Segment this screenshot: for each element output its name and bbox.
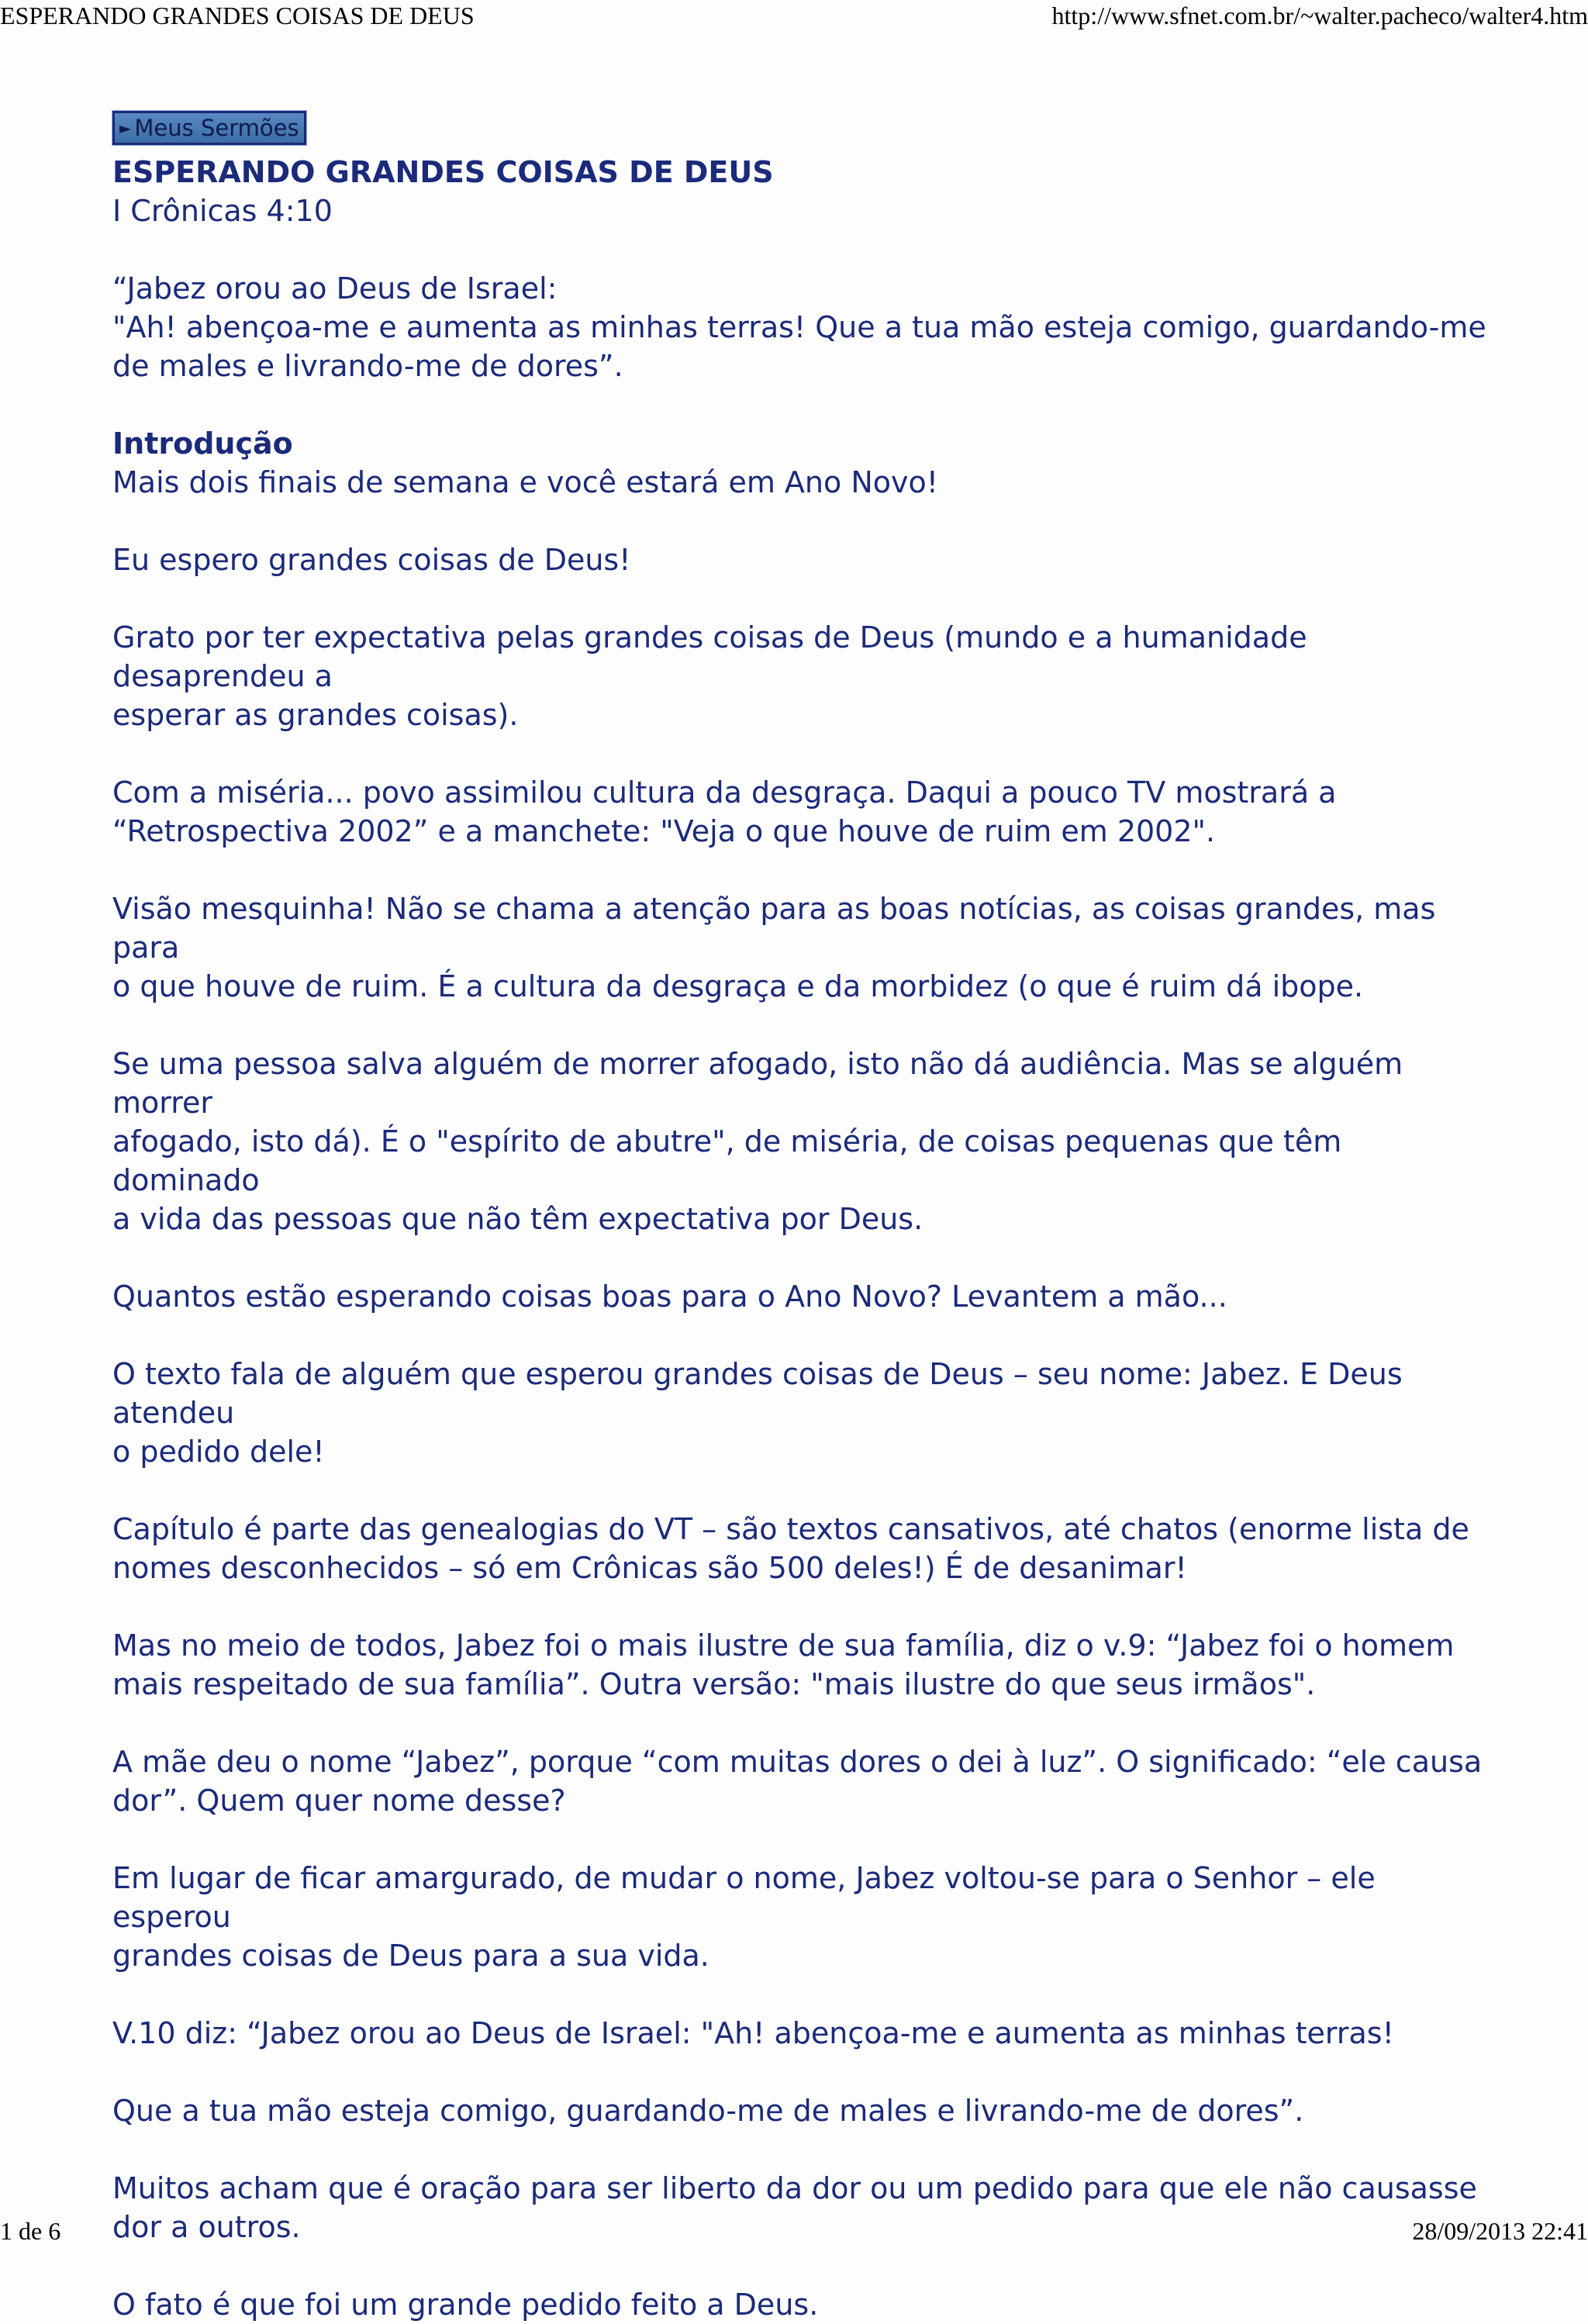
paragraph: Quantos estão esperando coisas boas para o Ano Novo? Levantem a mão... (112, 1279, 1227, 1314)
print-datetime: 28/09/2013 22:41 (1412, 2217, 1588, 2245)
paragraph: nomes desconhecidos – só em Crônicas são 500 deles!) É de desanimar! (112, 1551, 1187, 1585)
meus-sermoes-label: Meus Sermões (134, 115, 299, 141)
verse-line: de males e livrando-me de dores”. (112, 349, 623, 383)
paragraph: o pedido dele! (112, 1435, 325, 1469)
paragraph: Muitos acham que é oração para ser liberto da dor ou um pedido para que ele não causasse (112, 2171, 1477, 2205)
paragraph: “Retrospectiva 2002” e a manchete: "Veja o que houve de ruim em 2002". (112, 814, 1216, 848)
paragraph: esperar as grandes coisas). (112, 698, 519, 732)
paragraph: Mas no meio de todos, Jabez foi o mais ilustre de sua família, diz o v.9: “Jabez foi o homem (112, 1628, 1455, 1663)
paragraph: Se uma pessoa salva alguém de morrer afogado, isto não dá audiência. Mas se alguém morrer (112, 1047, 1403, 1120)
paragraph: Com a miséria... povo assimilou cultura da desgraça. Daqui a pouco TV mostrará a (112, 775, 1337, 810)
paragraph: Capítulo é parte das genealogias do VT – são textos cansativos, até chatos (enorme lista de (112, 1512, 1469, 1546)
paragraph: A mãe deu o nome “Jabez”, porque “com muitas dores o dei à luz”. O significado: “ele causa (112, 1745, 1483, 1779)
sermon-title: ESPERANDO GRANDES COISAS DE DEUS (112, 155, 774, 189)
page-content (112, 111, 1493, 2324)
paragraph: mais respeitado de sua família”. Outra versão: "mais ilustre do que seus irmãos". (112, 1667, 1316, 1701)
paragraph: O texto fala de alguém que esperou grandes coisas de Deus – seu nome: Jabez. E Deus atendeu (112, 1357, 1403, 1430)
print-header-url: http://www.sfnet.com.br/~walter.pacheco/walter4.htm (1051, 2, 1588, 29)
paragraph: o que houve de ruim. É a cultura da desgraça e da morbidez (o que é ruim dá ibope. (112, 969, 1364, 1003)
paragraph: Mais dois finais de semana e você estará em Ano Novo! (112, 465, 938, 499)
paragraph: Eu espero grandes coisas de Deus! (112, 543, 631, 577)
paragraph: grandes coisas de Deus para a sua vida. (112, 1939, 709, 1973)
paragraph: afogado, isto dá). É o "espírito de abutre", de miséria, de coisas pequenas que têm dominado (112, 1124, 1342, 1197)
print-header-title: ESPERANDO GRANDES COISAS DE DEUS (0, 2, 475, 29)
verse-line: "Ah! abençoa-me e aumenta as minhas terras! Que a tua mão esteja comigo, guardando-me (112, 310, 1486, 344)
paragraph: O fato é que foi um grande pedido feito a Deus. (112, 2288, 819, 2322)
paragraph: Grato por ter expectativa pelas grandes coisas de Deus (mundo e a humanidade desaprendeu a (112, 620, 1307, 693)
paragraph: Que a tua mão esteja comigo, guardando-me de males e livrando-me de dores”. (112, 2094, 1304, 2128)
intro-heading: Introdução (112, 426, 293, 461)
sermon-reference: I Crônicas 4:10 (112, 194, 333, 228)
print-footer (0, 2215, 1588, 2246)
paragraph: dor”. Quem quer nome desse? (112, 1784, 566, 1818)
play-arrow-icon: ► (119, 119, 132, 137)
paragraph: V.10 diz: “Jabez orou ao Deus de Israel: "Ah! abençoa-me e aumenta as minhas terras! (112, 2016, 1394, 2050)
paragraph: a vida das pessoas que não têm expectativa por Deus. (112, 1202, 923, 1236)
print-header (0, 0, 1588, 31)
paragraph: dor a outros. (112, 2210, 301, 2244)
meus-sermoes-button[interactable] (112, 111, 306, 145)
verse-intro: “Jabez orou ao Deus de Israel: (112, 271, 558, 306)
paragraph: Em lugar de ficar amargurado, de mudar o nome, Jabez voltou-se para o Senhor – ele esperou (112, 1861, 1376, 1934)
paragraph: Visão mesquinha! Não se chama a atenção para as boas notícias, as coisas grandes, mas para (112, 892, 1436, 965)
page-number: 1 de 6 (0, 2217, 61, 2245)
